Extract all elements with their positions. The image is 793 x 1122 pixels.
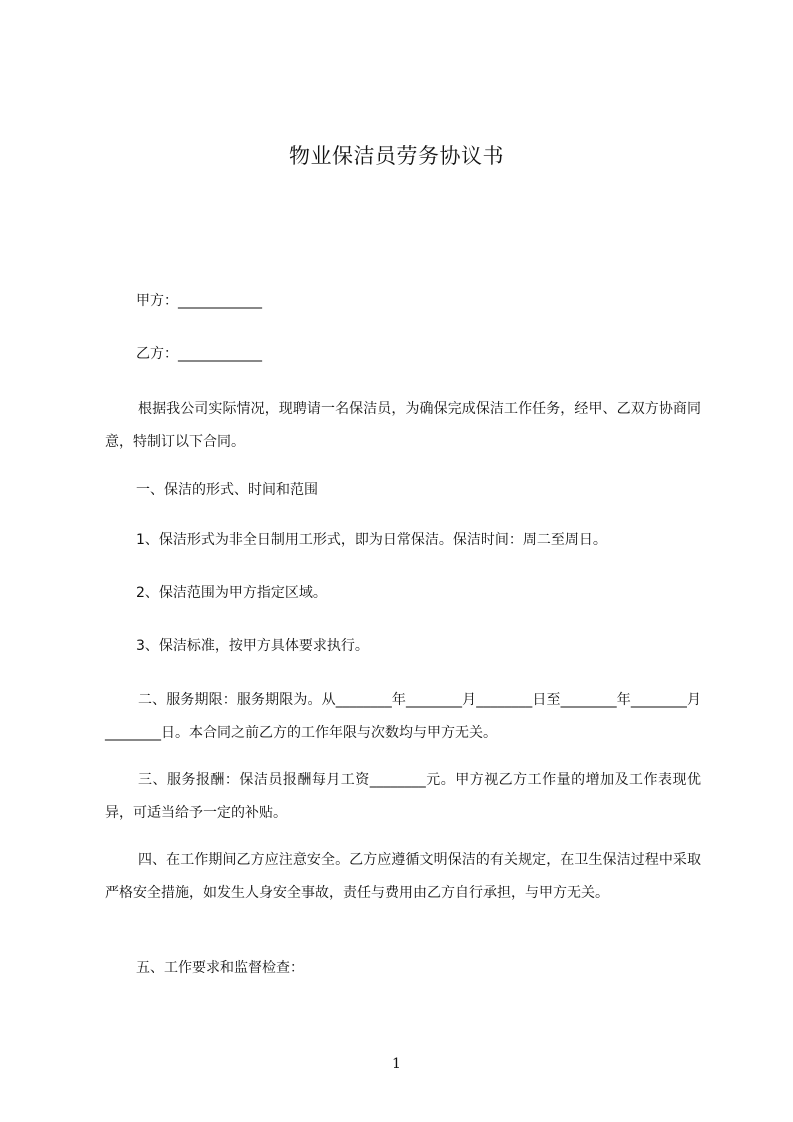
section-5-heading: 五、工作要求和监督检查：: [136, 960, 304, 976]
section-1-heading: 一、保洁的形式、时间和范围: [136, 482, 318, 498]
document-title: 物业保洁员劳务协议书: [289, 144, 504, 168]
section-1-item-1: 1、保洁形式为非全日制用工形式，即为日常保洁。保洁时间：周二至周日。: [136, 532, 607, 548]
section-4-paragraph: 四、在工作期间乙方应注意安全。乙方应遵循文明保洁的有关规定，在卫生保洁过程中采取严格安全措施，如发生人身安全事故，责任与费用由乙方自行承担，与甲方无关。: [105, 852, 701, 901]
section-2-paragraph: 二、服务期限：服务期限为。从________年________月________日至________年________月________日。本合同之前乙方的工作年限与次数均与甲方无关。: [105, 692, 701, 741]
section-3-paragraph: 三、服务报酬：保洁员报酬每月工资________元。甲方视乙方工作量的增加及工作表现优异，可适当给予一定的补贴。: [105, 772, 701, 821]
page-number: 1: [392, 1056, 401, 1072]
party-b-line: 乙方：____________: [136, 346, 262, 362]
section-1-item-3: 3、保洁标准，按甲方具体要求执行。: [136, 638, 369, 654]
intro-paragraph: 根据我公司实际情况，现聘请一名保洁员，为确保完成保洁工作任务，经甲、乙双方协商同意，特制订以下合同。: [105, 401, 701, 450]
party-a-line: 甲方：____________: [136, 293, 262, 309]
section-1-item-2: 2、保洁范围为甲方指定区域。: [136, 585, 327, 601]
